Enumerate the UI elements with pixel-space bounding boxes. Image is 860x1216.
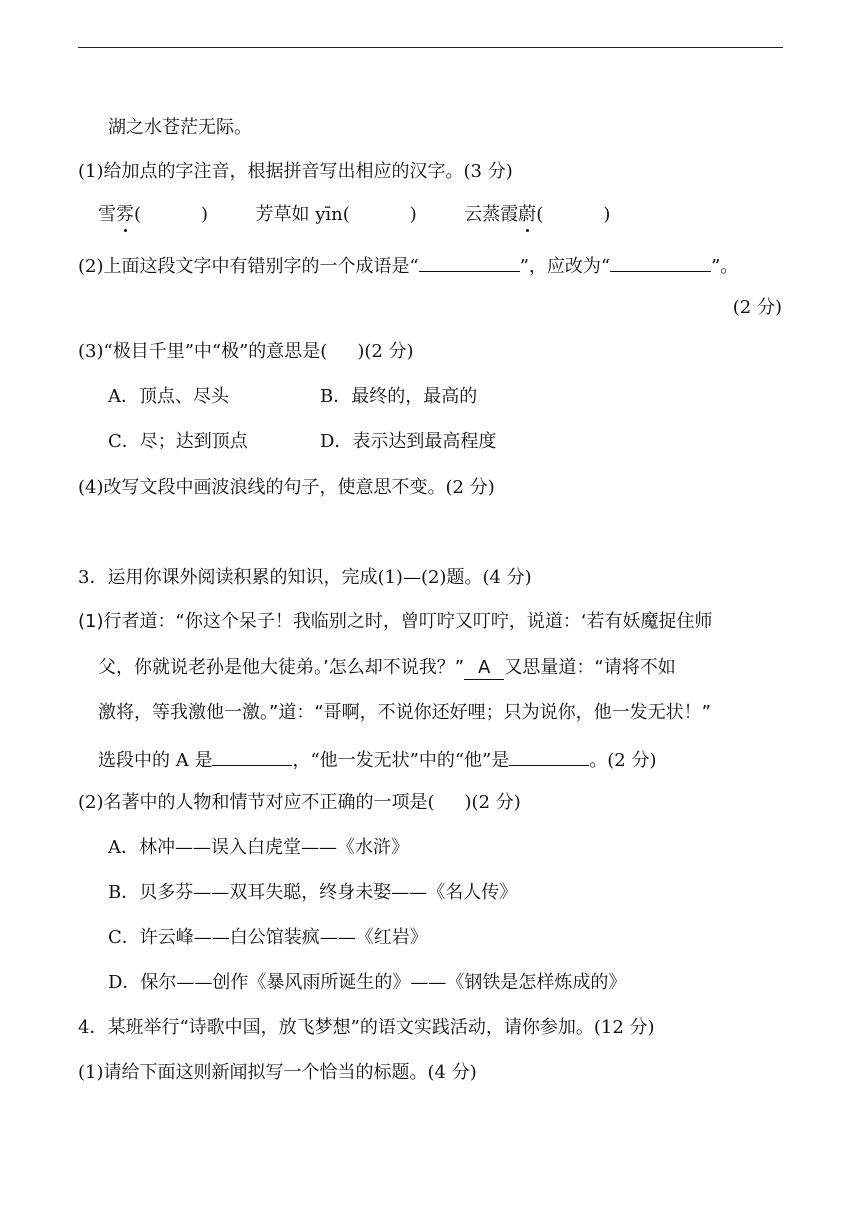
item-c-dotted-char: 蔚 [518, 204, 537, 225]
q2-part2-score: (2 分) [732, 297, 782, 318]
q2-part3-text-b: )(2 分) [357, 341, 414, 362]
option-a: A．顶点、尽头 [108, 386, 229, 407]
q4-title: 4．某班举行“诗歌中国，放飞梦想”的语文实践活动，请你参加。(12 分) [78, 1017, 655, 1038]
q2-part2-text-a: (2)上面这段文字中有错别字的一个成语是“ [78, 256, 419, 277]
item-c-close: ) [603, 204, 611, 225]
q3-option-b: B．贝多芬——双耳失聪，终身未娶——《名人传》 [108, 882, 518, 903]
item-c-prefix: 云蒸霞 [464, 204, 519, 225]
header-rule [78, 47, 783, 48]
item-a-prefix: 雪 [98, 204, 116, 225]
q3-title: 3．运用你课外阅读积累的知识，完成(1)—(2)题。(4 分) [78, 567, 532, 588]
q2-part3-prompt [78, 341, 414, 363]
q2-part1-prompt: (1)给加点的字注音，根据拼音写出相应的汉字。(3 分) [78, 161, 513, 182]
q2-part1-items [98, 204, 610, 226]
item-a-open: ( [134, 204, 142, 225]
blank-a-marker: A [464, 657, 504, 680]
q2-part2-prompt [78, 253, 738, 278]
wrong-idiom-blank[interactable] [419, 253, 520, 272]
blank-ta-answer[interactable] [509, 747, 589, 766]
option-b: B．最终的，最高的 [320, 386, 478, 407]
q3-passage-line-2a: 父，你就说老孙是他大徒弟。’怎么却不说我？” [98, 657, 465, 678]
blank-a-answer[interactable] [212, 747, 292, 766]
q3-passage-line-2b: 又思量道：“请将不如 [504, 657, 676, 678]
q3-option-a: A．林冲——误入白虎堂——《水浒》 [108, 837, 409, 858]
q3-option-c: C．许云峰——白公馆装疯——《红岩》 [108, 927, 428, 948]
q3-passage-line-3: 激将，等我激他一激。”道：“哥啊，不说你还好哩；只为说你，他一发无状！” [98, 702, 711, 723]
q2-part3-text-a: (3)“极目千里”中“极”的意思是( [78, 341, 328, 362]
item-a-close: ) [201, 204, 209, 225]
q3-part1-text-c: 。(2 分) [589, 750, 657, 771]
q2-part4-prompt: (4)改写文段中画波浪线的句子，使意思不变。(2 分) [78, 477, 495, 498]
q2-part2-text-b: ”，应改为“ [519, 256, 611, 277]
q3-part1-text-a: 选段中的 A 是 [98, 750, 213, 771]
q3-passage-line-1: (1)行者道：“你这个呆子！我临别之时，曾叮咛又叮咛，说道：‘若有妖魔捉住师 [78, 611, 713, 632]
q2-part2-text-c: ”。 [711, 256, 739, 277]
q3-part1-question [98, 747, 656, 772]
corrected-idiom-blank[interactable] [610, 253, 711, 272]
q3-option-d: D．保尔——创作《暴风雨所诞生的》——《钢铁是怎样炼成的》 [108, 972, 627, 993]
q3-part2-text-a: (2)名著中的人物和情节对应不正确的一项是( [78, 792, 435, 813]
q3-passage-line-2 [98, 657, 676, 680]
q3-part2-prompt [78, 792, 521, 814]
item-b-text: 芳草如 yīn( [255, 204, 350, 225]
q3-part2-text-b: )(2 分) [464, 792, 521, 813]
option-d: D．表示达到最高程度 [320, 431, 497, 452]
q4-part1-prompt: (1)请给下面这则新闻拟写一个恰当的标题。(4 分) [78, 1062, 477, 1083]
q3-part1-text-b: ，“他一发无状”中的“他”是 [292, 750, 510, 771]
item-b-close: ) [409, 204, 417, 225]
item-c-open: ( [536, 204, 544, 225]
passage-fragment: 湖之水苍茫无际。 [108, 117, 252, 138]
option-c: C．尽；达到顶点 [108, 431, 248, 452]
item-a-dotted-char: 雰 [116, 204, 134, 225]
